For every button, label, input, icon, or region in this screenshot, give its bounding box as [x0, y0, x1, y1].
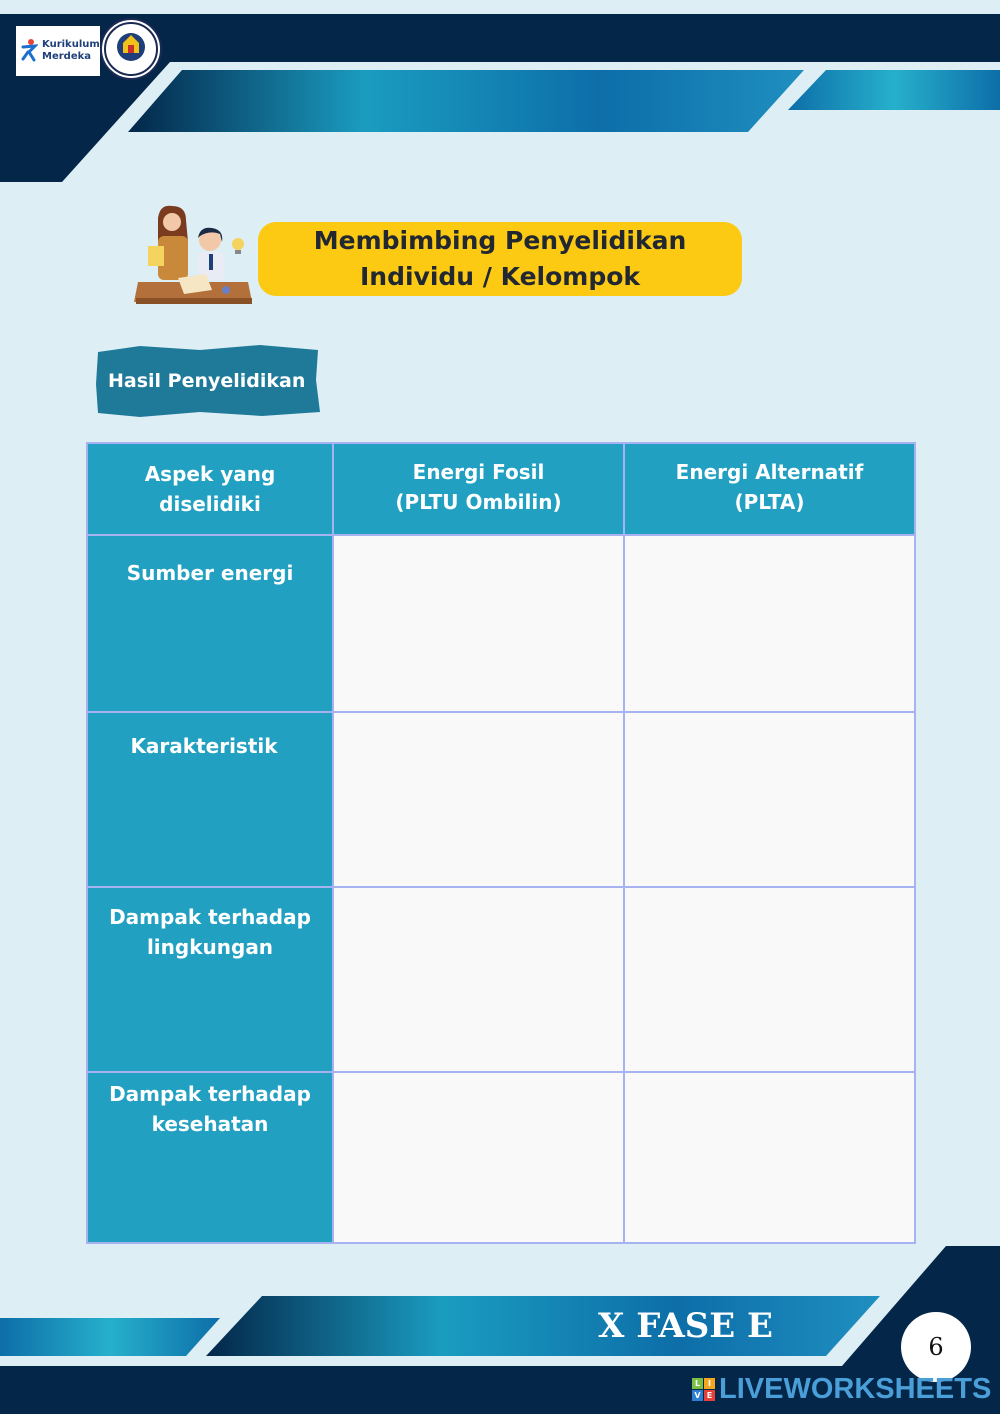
header-aspek — [87, 443, 333, 535]
footer-gradient-band — [206, 1296, 880, 1356]
badge-letter: E — [704, 1390, 715, 1401]
table-row — [87, 712, 915, 887]
page-number — [901, 1312, 971, 1382]
header-line: Energi Fosil — [412, 460, 545, 484]
aspect-line: kesehatan — [151, 1112, 269, 1136]
header-gradient-band-right — [788, 70, 1000, 110]
section-label: Hasil Penyelidikan — [108, 370, 306, 392]
header-line: (PLTU Ombilin) — [395, 490, 562, 514]
kurikulum-figure-icon — [20, 39, 38, 63]
badge-letter: I — [704, 1378, 715, 1389]
table-row — [87, 887, 915, 1072]
header-line: Aspek yang — [144, 462, 276, 486]
aspect-cell — [87, 887, 333, 1072]
header-gradient-band — [128, 70, 804, 132]
unp-seal-icon — [103, 21, 159, 77]
header-line: diselidiki — [159, 492, 261, 516]
watermark-text: LIVEWORKSHEETS — [719, 1372, 992, 1405]
header-energi-fosil — [333, 443, 624, 535]
header-energi-alternatif — [624, 443, 915, 535]
title-line2: Individu / Kelompok — [359, 262, 641, 291]
answer-cell-fosil[interactable] — [333, 1072, 624, 1243]
header-line: Energi Alternatif — [675, 460, 864, 484]
aspect-line: Dampak terhadap — [109, 905, 311, 929]
answer-cell-alternatif[interactable] — [624, 535, 915, 712]
aspect-line: Sumber energi — [126, 561, 294, 585]
teacher-student-illustration — [132, 202, 256, 306]
kurikulum-merdeka-logo — [16, 26, 100, 76]
aspect-line: lingkungan — [146, 935, 274, 959]
title-line1: Membimbing Penyelidikan — [313, 226, 687, 255]
footer-band-left — [0, 1318, 220, 1356]
logo-line2: Merdeka — [42, 51, 92, 62]
table-header-row — [87, 443, 915, 535]
liveworksheets-watermark — [692, 1374, 991, 1404]
aspect-line: Karakteristik — [130, 734, 278, 758]
answer-cell-alternatif[interactable] — [624, 887, 915, 1072]
investigation-table — [86, 442, 914, 1242]
grade-label: X FASE E — [598, 1306, 773, 1346]
badge-letter: V — [692, 1390, 703, 1401]
answer-cell-alternatif[interactable] — [624, 712, 915, 887]
page-number-text: 6 — [928, 1333, 944, 1361]
aspect-line: Dampak terhadap — [109, 1082, 311, 1106]
answer-cell-fosil[interactable] — [333, 712, 624, 887]
answer-cell-fosil[interactable] — [333, 535, 624, 712]
header-line: (PLTA) — [734, 490, 805, 514]
table-row — [87, 535, 915, 712]
answer-cell-fosil[interactable] — [333, 887, 624, 1072]
unp-logo — [100, 18, 162, 80]
table-row — [87, 1072, 915, 1243]
liveworksheets-badge-icon — [692, 1378, 715, 1401]
aspect-cell — [87, 712, 333, 887]
page-title — [258, 222, 742, 296]
aspect-cell — [87, 535, 333, 712]
logo-line1: Kurikulum — [42, 39, 100, 50]
aspect-cell — [87, 1072, 333, 1243]
badge-letter: L — [692, 1378, 703, 1389]
answer-cell-alternatif[interactable] — [624, 1072, 915, 1243]
